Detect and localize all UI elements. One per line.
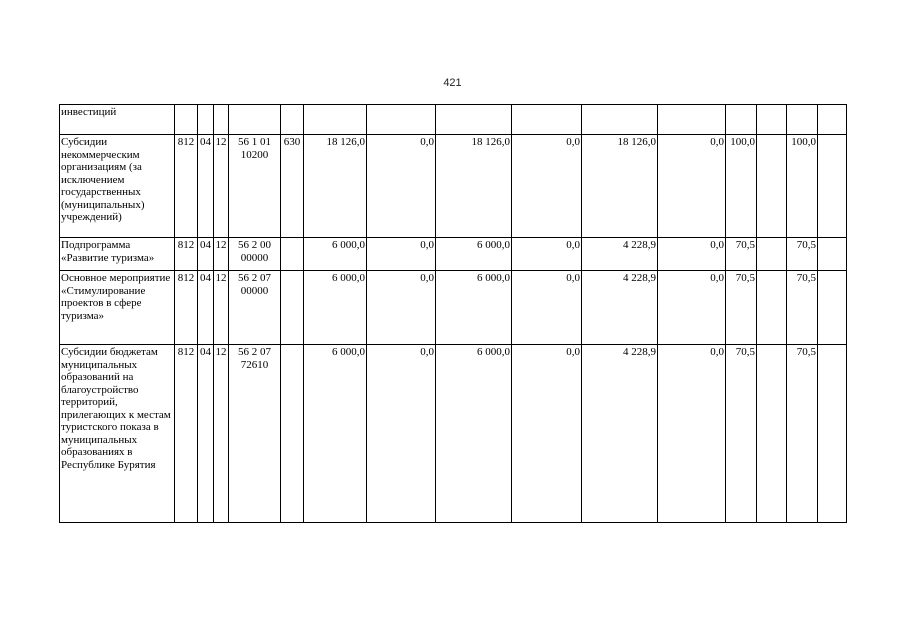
empty-cell [757,345,787,523]
percent-cell: 70,5 [787,345,818,523]
admin-code-cell: 812 [175,135,198,238]
admin-code-cell: 812 [175,271,198,345]
section-code-cell: 04 [198,238,214,271]
target-article-cell: 56 1 01 10200 [229,135,281,238]
expense-type-cell [281,345,304,523]
table-row [60,238,847,271]
percent-cell: 70,5 [787,271,818,345]
amount-cell: 18 126,0 [436,135,512,238]
section-code-cell: 04 [198,271,214,345]
amount-cell: 6 000,0 [436,271,512,345]
amount-cell [436,105,512,135]
expense-type-cell [281,238,304,271]
amount-cell: 6 000,0 [436,345,512,523]
percent-cell: 70,5 [726,271,757,345]
amount-cell: 4 228,9 [582,238,658,271]
expense-type-cell [281,105,304,135]
subsection-code-cell: 12 [214,135,229,238]
subsection-code-cell: 12 [214,345,229,523]
table-row [60,271,847,345]
table-row [60,105,847,135]
subsection-code-cell: 12 [214,238,229,271]
amount-cell: 18 126,0 [582,135,658,238]
amount-cell: 0,0 [367,271,436,345]
amount-cell: 6 000,0 [304,345,367,523]
empty-cell [757,105,787,135]
percent-cell: 70,5 [726,238,757,271]
empty-cell [818,345,847,523]
section-code-cell: 04 [198,345,214,523]
amount-cell: 0,0 [512,135,582,238]
percent-cell: 70,5 [787,238,818,271]
row-name-cell: Субсидии бюджетам муниципальных образований на благоустройство территорий, прилегающих к местам туристского показа в муниципальных образованиях в Республике Бурятия [60,345,175,523]
row-name-cell: Подпрограмма «Развитие туризма» [60,238,175,271]
amount-cell: 6 000,0 [436,238,512,271]
amount-cell: 18 126,0 [304,135,367,238]
subsection-code-cell [214,105,229,135]
target-article-cell: 56 2 07 00000 [229,271,281,345]
budget-table [59,104,847,523]
expense-type-cell [281,271,304,345]
empty-cell [818,105,847,135]
amount-cell: 0,0 [658,238,726,271]
amount-cell: 0,0 [367,135,436,238]
percent-cell: 100,0 [726,135,757,238]
target-article-cell: 56 2 00 00000 [229,238,281,271]
section-code-cell [198,105,214,135]
empty-cell [818,238,847,271]
expense-type-cell: 630 [281,135,304,238]
row-name-cell: Основное мероприятие «Стимулирование проектов в сфере туризма» [60,271,175,345]
section-code-cell: 04 [198,135,214,238]
amount-cell [658,105,726,135]
empty-cell [757,271,787,345]
empty-cell [757,238,787,271]
percent-cell: 100,0 [787,135,818,238]
amount-cell: 0,0 [512,345,582,523]
subsection-code-cell: 12 [214,271,229,345]
admin-code-cell [175,105,198,135]
amount-cell: 4 228,9 [582,271,658,345]
amount-cell [582,105,658,135]
amount-cell: 0,0 [367,345,436,523]
amount-cell: 4 228,9 [582,345,658,523]
row-name-cell: инвестиций [60,105,175,135]
amount-cell [304,105,367,135]
amount-cell [512,105,582,135]
admin-code-cell: 812 [175,238,198,271]
percent-cell [726,105,757,135]
amount-cell: 6 000,0 [304,238,367,271]
amount-cell: 0,0 [658,271,726,345]
amount-cell: 0,0 [512,271,582,345]
percent-cell [787,105,818,135]
page-number: 421 [443,77,462,89]
empty-cell [818,135,847,238]
amount-cell: 0,0 [367,238,436,271]
row-name-cell: Субсидии некоммерческим организациям (за исключением государственных (муниципальных) учреждений) [60,135,175,238]
amount-cell: 0,0 [512,238,582,271]
target-article-cell: 56 2 07 72610 [229,345,281,523]
table-row [60,135,847,238]
target-article-cell [229,105,281,135]
admin-code-cell: 812 [175,345,198,523]
amount-cell: 0,0 [658,135,726,238]
empty-cell [757,135,787,238]
amount-cell: 6 000,0 [304,271,367,345]
amount-cell: 0,0 [658,345,726,523]
table-row [60,345,847,523]
empty-cell [818,271,847,345]
percent-cell: 70,5 [726,345,757,523]
amount-cell [367,105,436,135]
